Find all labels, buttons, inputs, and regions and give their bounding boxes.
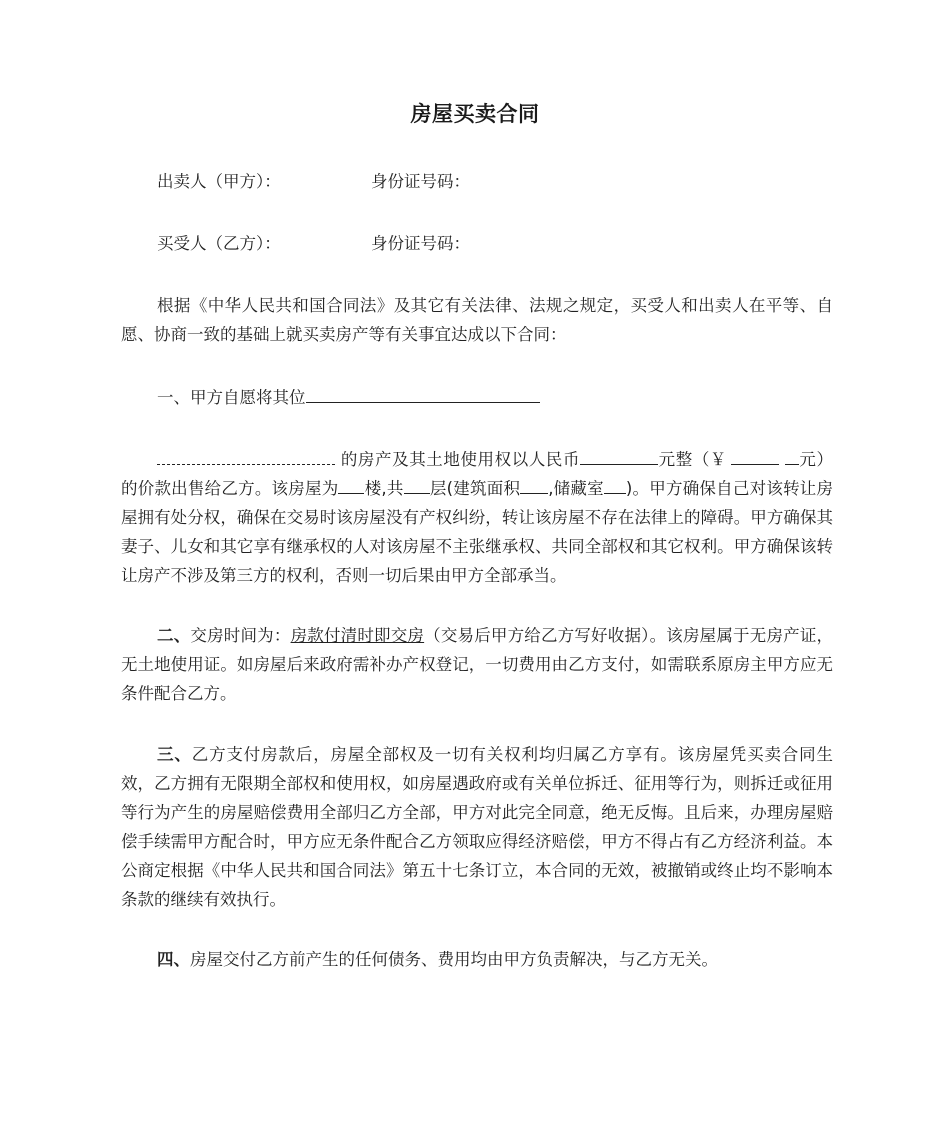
address-dashed-blank [157,448,335,465]
clause3-number: 三、 [157,745,192,764]
buyer-label: 买受人（乙方）： [157,234,281,253]
document-title: 房屋买卖合同 [410,102,540,126]
clause3-text: 乙方支付房款后，房屋全部权及一切有关权利均归属乙方享有。该房屋凭买卖合同生效，乙方拥有无限期全部权和使用权，如房屋遇政府或有关单位拆迁、征用等行为，则拆迁或征用等行为产生的房屋赔偿费用全部归乙方全部，甲方对此完全同意，绝无反悔。且后来，办理房屋赔偿手续需甲方配合时，甲方应无条件配合乙方领取应得经济赔偿，甲方不得占有乙方经济利益。本公商定根据《中华人民共和国合同法》第五十七条订立，本合同的无效，被撤销或终止均不影响本条款的继续有效执行。 [121,745,834,909]
seller-label: 出卖人（甲方）： [157,172,281,191]
price-number-blank-2 [785,448,799,465]
clause1-text-1: 的房产及其土地使用权以人民币 [340,450,581,469]
building-blank [338,477,364,494]
clause1-text-7: )。甲方确保自己对该转让房屋拥有处分权，确保在交易时该房屋没有产权纠纷，转让该房屋不存在法律上的障碍。甲方确保其妻子、儿女和其它享有继承权的人对该房屋不主张继承权、共同全部权和其它权利。甲方确保该转让房产不涉及第三方的权利，否则一切后果由甲方全部承当。 [121,479,834,585]
clause1-heading-line [157,383,540,412]
storage-blank [604,477,626,494]
seller-id-label: 身份证号码： [371,172,470,191]
area-blank [520,477,548,494]
clause4-number: 四、 [157,950,190,969]
clause2-number: 二、 [157,626,191,645]
seller-line [157,170,470,194]
clause1-paragraph [121,445,833,590]
price-number-blank [731,448,779,465]
clause1-text-3: 元）的价款出售给乙方。该房屋为 [121,450,834,498]
clause3-paragraph [121,740,833,914]
clause1-text-4: 楼,共 [364,479,404,498]
location-blank [306,386,540,403]
floors-blank [404,477,430,494]
buyer-id-label: 身份证号码： [371,234,470,253]
clause1-heading: 一、甲方自愿将其位 [157,388,306,407]
clause1-text-6: ,储藏室 [548,479,604,498]
clause4-text: 房屋交付乙方前产生的任何债务、费用均由甲方负责解决，与乙方无关。 [190,950,718,969]
clause2-paragraph [121,621,833,708]
clause4-paragraph [121,945,833,974]
clause2-underlined: 房款付清时即交房 [290,626,425,645]
preamble-paragraph: 根据《中华人民共和国合同法》及其它有关法律、法规之规定，买受人和出卖人在平等、自愿、协商一致的基础上就买卖房产等有关事宜达成以下合同： [121,296,833,344]
clause1-text-5: 层(建筑面积 [429,479,521,498]
price-words-blank [580,448,658,465]
clause2-text: （交易后甲方给乙方写好收据）。该房屋属于无房产证，无土地使用证。如房屋后来政府需补办产权登记，一切费用由乙方支付，如需联系原房主甲方应无条件配合乙方。 [121,626,834,703]
clause1-text-2: 元整（￥ [658,450,727,469]
clause2-lead: 交房时间为： [190,626,291,645]
buyer-line [157,232,470,256]
